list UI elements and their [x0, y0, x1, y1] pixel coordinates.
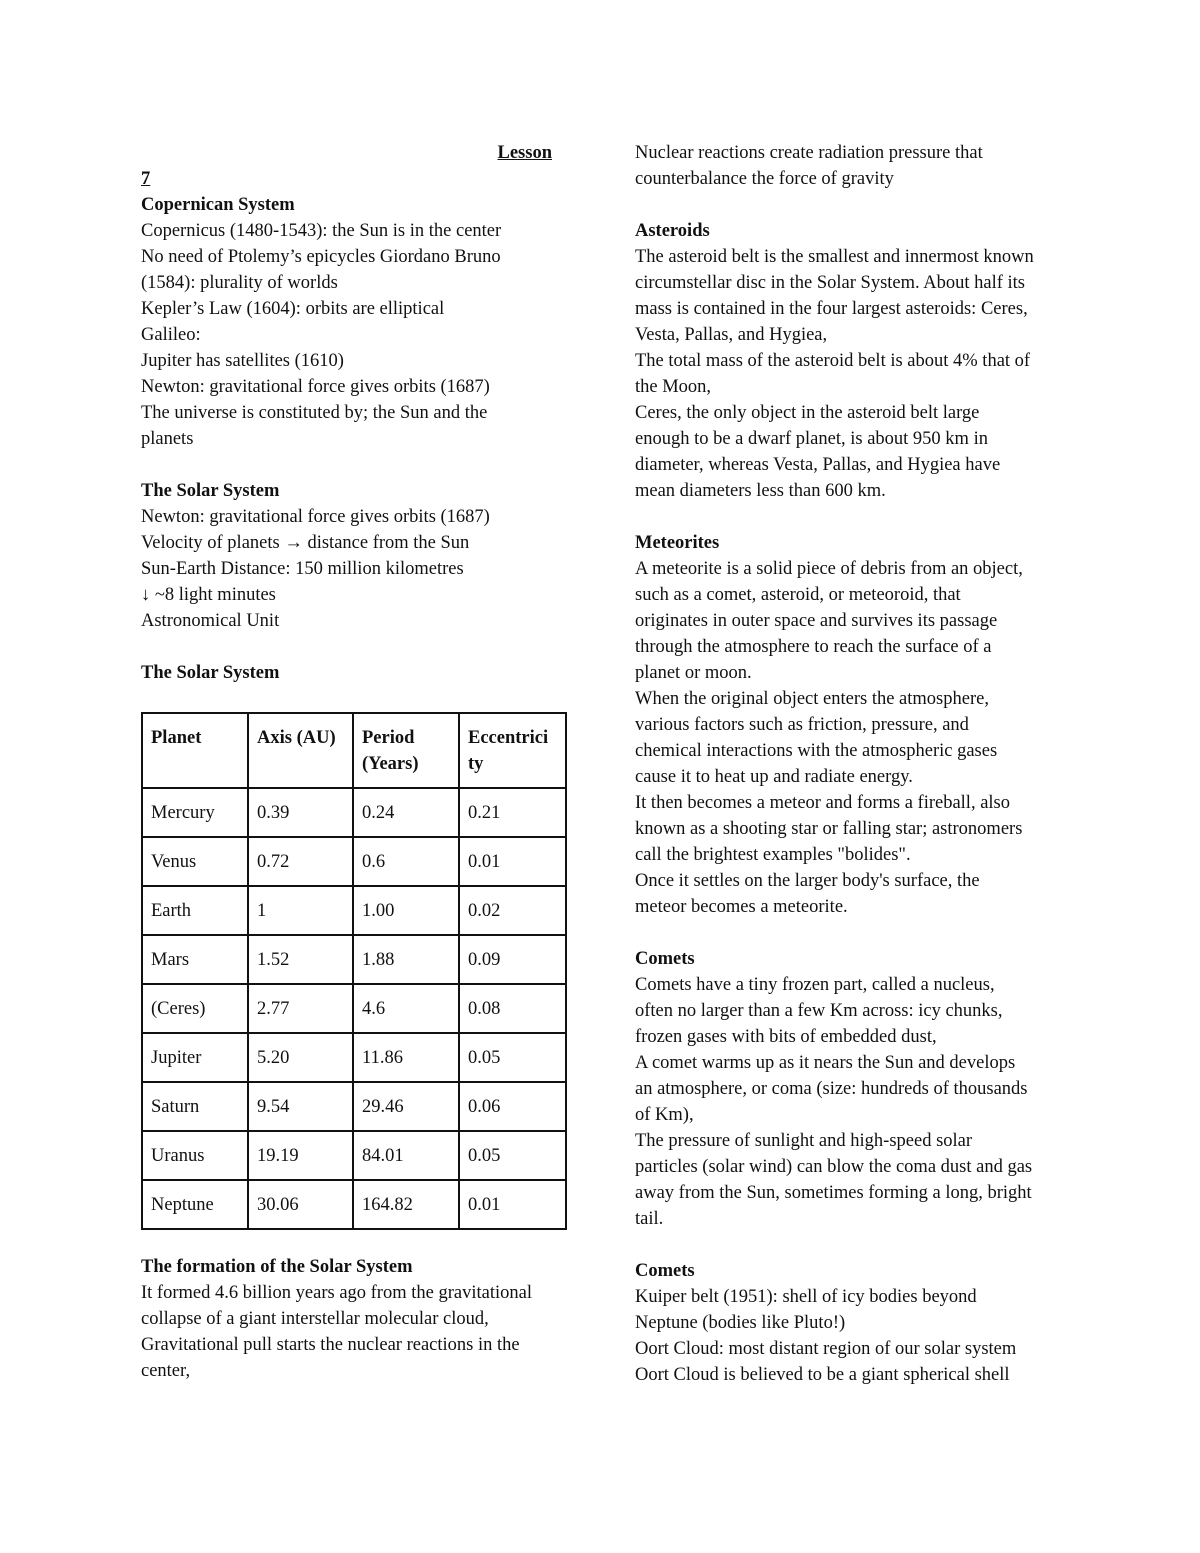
comets-line: Comets have a tiny frozen part, called a nucleus,	[635, 975, 995, 995]
table-header-row	[142, 713, 566, 788]
comets-line: frozen gases with bits of embedded dust,	[635, 1027, 937, 1047]
table-cell: (Ceres)	[142, 984, 248, 1033]
meteorites-line: When the original object enters the atmosphere,	[635, 689, 989, 709]
table-row	[142, 837, 566, 886]
spacer	[635, 920, 1065, 946]
table-cell: 2.77	[248, 984, 353, 1033]
copernican-heading: Copernican System	[141, 195, 295, 215]
copernican-line: Jupiter has satellites (1610)	[141, 351, 344, 371]
table-cell: 0.05	[459, 1033, 566, 1082]
table-cell: 0.06	[459, 1082, 566, 1131]
table-cell: 84.01	[353, 1131, 459, 1180]
copernican-line: The universe is constituted by; the Sun and the	[141, 403, 488, 423]
copernican-line: planets	[141, 429, 194, 449]
table-cell: 0.39	[248, 788, 353, 837]
copernican-line: Copernicus (1480-1543): the Sun is in the center	[141, 221, 502, 241]
table-cell: 1.52	[248, 935, 353, 984]
comets-2-line: Oort Cloud: most distant region of our solar system	[635, 1339, 1017, 1359]
asteroids-line: The total mass of the asteroid belt is about 4% that of	[635, 351, 1031, 371]
table-cell: Saturn	[142, 1082, 248, 1131]
table-cell: 0.01	[459, 837, 566, 886]
asteroids-line: the Moon,	[635, 377, 712, 397]
comets-line: tail.	[635, 1209, 664, 1229]
formation-line: Gravitational pull starts the nuclear reactions in the	[141, 1335, 520, 1355]
copernican-line: Kepler’s Law (1604): orbits are elliptical	[141, 299, 445, 319]
meteorites-line: meteor becomes a meteorite.	[635, 897, 848, 917]
meteorites-line: various factors such as friction, pressure, and	[635, 715, 969, 735]
table-cell: 0.21	[459, 788, 566, 837]
copernican-line: Galileo:	[141, 325, 201, 345]
meteorites-line: A meteorite is a solid piece of debris from an object,	[635, 559, 1023, 579]
meteorites-line: through the atmosphere to reach the surface of a	[635, 637, 992, 657]
table-cell: 19.19	[248, 1131, 353, 1180]
spacer	[141, 452, 569, 478]
meteorites-line: Once it settles on the larger body's surface, the	[635, 871, 980, 891]
table-row	[142, 984, 566, 1033]
copernican-line: Newton: gravitational force gives orbits (1687)	[141, 377, 490, 397]
spacer	[635, 504, 1065, 530]
asteroids-line: The asteroid belt is the smallest and innermost known	[635, 247, 1034, 267]
table-row	[142, 788, 566, 837]
table-cell: 11.86	[353, 1033, 459, 1082]
asteroids-line: circumstellar disc in the Solar System. About half its	[635, 273, 1025, 293]
meteorites-line: known as a shooting star or falling star; astronomers	[635, 819, 1023, 839]
copernican-line: No need of Ptolemy’s epicycles Giordano Bruno	[141, 247, 501, 267]
table-cell: 5.20	[248, 1033, 353, 1082]
formation-line: collapse of a giant interstellar molecular cloud,	[141, 1309, 489, 1329]
meteorites-line: cause it to heat up and radiate energy.	[635, 767, 913, 787]
left-column	[141, 140, 569, 1384]
formation-section	[141, 1254, 569, 1384]
table-row	[142, 1033, 566, 1082]
table-cell: 1.88	[353, 935, 459, 984]
copernican-line: (1584): plurality of worlds	[141, 273, 338, 293]
asteroids-line: enough to be a dwarf planet, is about 950 km in	[635, 429, 988, 449]
table-cell: Uranus	[142, 1131, 248, 1180]
formation-line: It formed 4.6 billion years ago from the gravitational	[141, 1283, 532, 1303]
table-header-cell: Planet	[142, 713, 248, 788]
asteroids-line: Ceres, the only object in the asteroid belt large	[635, 403, 980, 423]
spacer	[635, 192, 1065, 218]
asteroids-line: diameter, whereas Vesta, Pallas, and Hygiea have	[635, 455, 1001, 475]
asteroids-line: mean diameters less than 600 km.	[635, 481, 886, 501]
comets-line: of Km),	[635, 1105, 694, 1125]
asteroids-line: mass is contained in the four largest asteroids: Ceres,	[635, 299, 1028, 319]
table-header-cell: Period (Years)	[353, 713, 459, 788]
comets-line: away from the Sun, sometimes forming a long, bright	[635, 1183, 1032, 1203]
solar-system-line: Astronomical Unit	[141, 611, 280, 631]
table-cell: 0.72	[248, 837, 353, 886]
solar-system-line: Velocity of planets → distance from the Sun	[141, 533, 470, 553]
table-row	[142, 1131, 566, 1180]
meteorites-heading: Meteorites	[635, 533, 720, 553]
meteorites-line: chemical interactions with the atmospheric gases	[635, 741, 998, 761]
table-cell: Neptune	[142, 1180, 248, 1229]
table-cell: 29.46	[353, 1082, 459, 1131]
solar-system-line: Newton: gravitational force gives orbits (1687)	[141, 507, 490, 527]
lesson-number: 7	[141, 169, 151, 189]
table-cell: Venus	[142, 837, 248, 886]
comets-line: A comet warms up as it nears the Sun and develops	[635, 1053, 1016, 1073]
table-row	[142, 935, 566, 984]
asteroids-line: Vesta, Pallas, and Hygiea,	[635, 325, 828, 345]
table-cell: 164.82	[353, 1180, 459, 1229]
meteorites-line: planet or moon.	[635, 663, 752, 683]
formation-line: center,	[141, 1361, 191, 1381]
meteorites-line: It then becomes a meteor and forms a fireball, also	[635, 793, 1010, 813]
lesson-title: Lesson	[497, 143, 552, 163]
planet-table	[141, 712, 567, 1230]
asteroids-heading: Asteroids	[635, 221, 710, 241]
table-cell: 0.05	[459, 1131, 566, 1180]
table-cell: Mercury	[142, 788, 248, 837]
comets-line: particles (solar wind) can blow the coma dust and gas	[635, 1157, 1033, 1177]
table-cell: Jupiter	[142, 1033, 248, 1082]
table-cell: 1	[248, 886, 353, 935]
comets-2-line: Neptune (bodies like Pluto!)	[635, 1313, 846, 1333]
table-header-cell: Axis (AU)	[248, 713, 353, 788]
comets-heading: Comets	[635, 949, 695, 969]
spacer	[141, 634, 569, 660]
formation-heading: The formation of the Solar System	[141, 1257, 413, 1277]
table-cell: 0.02	[459, 886, 566, 935]
solar-system-line: ↓ ~8 light minutes	[141, 585, 276, 605]
comets-2-line: Oort Cloud is believed to be a giant spherical shell	[635, 1365, 1010, 1385]
table-cell: Mars	[142, 935, 248, 984]
solar-system-line: Sun-Earth Distance: 150 million kilometres	[141, 559, 464, 579]
table-row	[142, 1082, 566, 1131]
table-cell: 4.6	[353, 984, 459, 1033]
solar-system-table-heading: The Solar System	[141, 663, 280, 683]
table-cell: 0.08	[459, 984, 566, 1033]
table-cell: 30.06	[248, 1180, 353, 1229]
planet-table-body	[142, 788, 566, 1229]
table-row	[142, 886, 566, 935]
comets-line: The pressure of sunlight and high-speed solar	[635, 1131, 973, 1151]
meteorites-line: originates in outer space and survives its passage	[635, 611, 998, 631]
nuclear-line: counterbalance the force of gravity	[635, 169, 894, 189]
table-cell: 1.00	[353, 886, 459, 935]
solar-system-heading: The Solar System	[141, 481, 280, 501]
nuclear-line: Nuclear reactions create radiation pressure that	[635, 143, 983, 163]
right-column	[635, 140, 1065, 1388]
table-cell: 9.54	[248, 1082, 353, 1131]
table-header-cell: Eccentrici ty	[459, 713, 566, 788]
table-cell: 0.01	[459, 1180, 566, 1229]
comets-line: often no larger than a few Km across: icy chunks,	[635, 1001, 1003, 1021]
meteorites-line: such as a comet, asteroid, or meteoroid, that	[635, 585, 961, 605]
spacer	[635, 1232, 1065, 1258]
table-row	[142, 1180, 566, 1229]
table-cell: 0.24	[353, 788, 459, 837]
comets-line: an atmosphere, or coma (size: hundreds of thousands	[635, 1079, 1028, 1099]
meteorites-line: call the brightest examples "bolides".	[635, 845, 911, 865]
comets-2-heading: Comets	[635, 1261, 695, 1281]
table-cell: 0.09	[459, 935, 566, 984]
comets-2-line: Kuiper belt (1951): shell of icy bodies beyond	[635, 1287, 977, 1307]
table-cell: Earth	[142, 886, 248, 935]
table-cell: 0.6	[353, 837, 459, 886]
